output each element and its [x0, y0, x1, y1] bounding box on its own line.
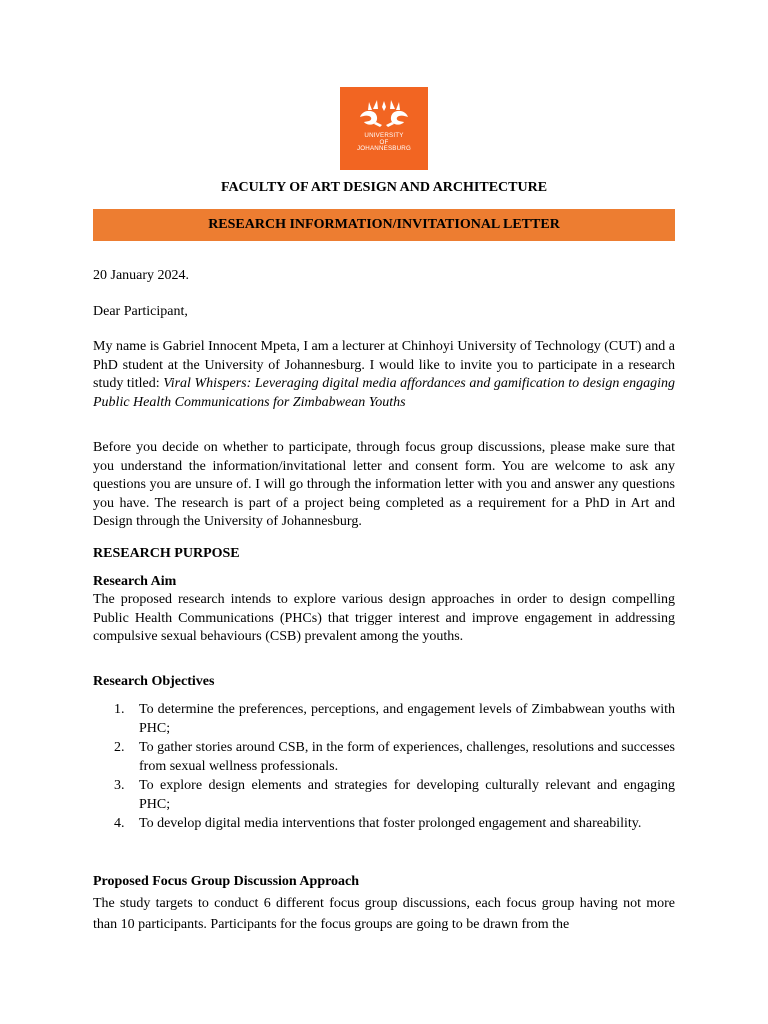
bird-emblem-icon [356, 97, 412, 131]
research-aim-text: The proposed research intends to explore various design approaches in order to design compelling Public Health Communications (PHCs) that trigger interest and improve engagement in addressing compulsive sexual behaviours (CSB) prevalent among the youths. [93, 592, 675, 645]
research-purpose-heading: RESEARCH PURPOSE [93, 546, 240, 561]
university-logo [340, 87, 428, 170]
list-item [93, 776, 675, 814]
list-item [93, 814, 675, 833]
salutation: Dear Participant, [93, 304, 188, 319]
list-item-number: 1. [114, 702, 125, 717]
list-item-number: 2. [114, 740, 125, 755]
list-item-text: To gather stories around CSB, in the form of experiences, challenges, resolutions and successes from sexual wellness professionals. [139, 740, 675, 774]
logo-line-university: UNIVERSITY [364, 132, 404, 139]
faculty-heading: FACULTY OF ART DESIGN AND ARCHITECTURE [220, 180, 548, 195]
list-item [93, 700, 675, 738]
intro-paragraph [93, 338, 675, 412]
list-item-text: To determine the preferences, perceptions, and engagement levels of Zimbabwean youths with PHC; [139, 702, 675, 736]
letter-date: 20 January 2024. [93, 268, 190, 283]
list-item [93, 738, 675, 776]
list-item-text: To develop digital media interventions that foster prolonged engagement and shareability. [139, 816, 642, 831]
approach-heading: Proposed Focus Group Discussion Approach [93, 874, 360, 889]
objectives-list [93, 700, 675, 833]
list-item-number: 4. [114, 816, 125, 831]
research-objectives-heading: Research Objectives [93, 674, 215, 689]
logo-line-of: OF [379, 138, 389, 146]
intro-text: My name is Gabriel Innocent Mpeta, I am a lecturer at Chinhoyi University of Technology (CUT) and a PhD student at the University of Johannesburg. I would like to invite you to participate in a research study titled: [93, 339, 675, 392]
list-item-number: 3. [114, 778, 125, 793]
list-item-text: To explore design elements and strategies for developing culturally relevant and engaging PHC; [139, 778, 675, 812]
letter-title-banner [93, 209, 675, 241]
approach-text: The study targets to conduct 6 different focus group discussions, each focus group having not more than 10 participants. Participants for the focus groups are going to be drawn from the [93, 896, 675, 932]
logo-line-johannesburg: JOHANNESBURG [357, 145, 411, 152]
research-aim-heading: Research Aim [93, 574, 177, 589]
letter-title: RESEARCH INFORMATION/INVITATIONAL LETTER [208, 217, 560, 232]
before-paragraph: Before you decide on whether to participate, through focus group discussions, please make sure that you understand the information/invitational letter and consent form. You are welcome to ask any questions you are unsure of. I will go through the information letter with you and answer any questions you have. The research is part of a project being completed as a requirement for a PhD in Art and Design through the University of Johannesburg. [93, 440, 675, 530]
study-title: Viral Whispers: Leveraging digital media affordances and gamification to design engaging Public Health Communications for Zimbabwean Youths [93, 376, 676, 410]
logo-wordmark [357, 133, 411, 153]
